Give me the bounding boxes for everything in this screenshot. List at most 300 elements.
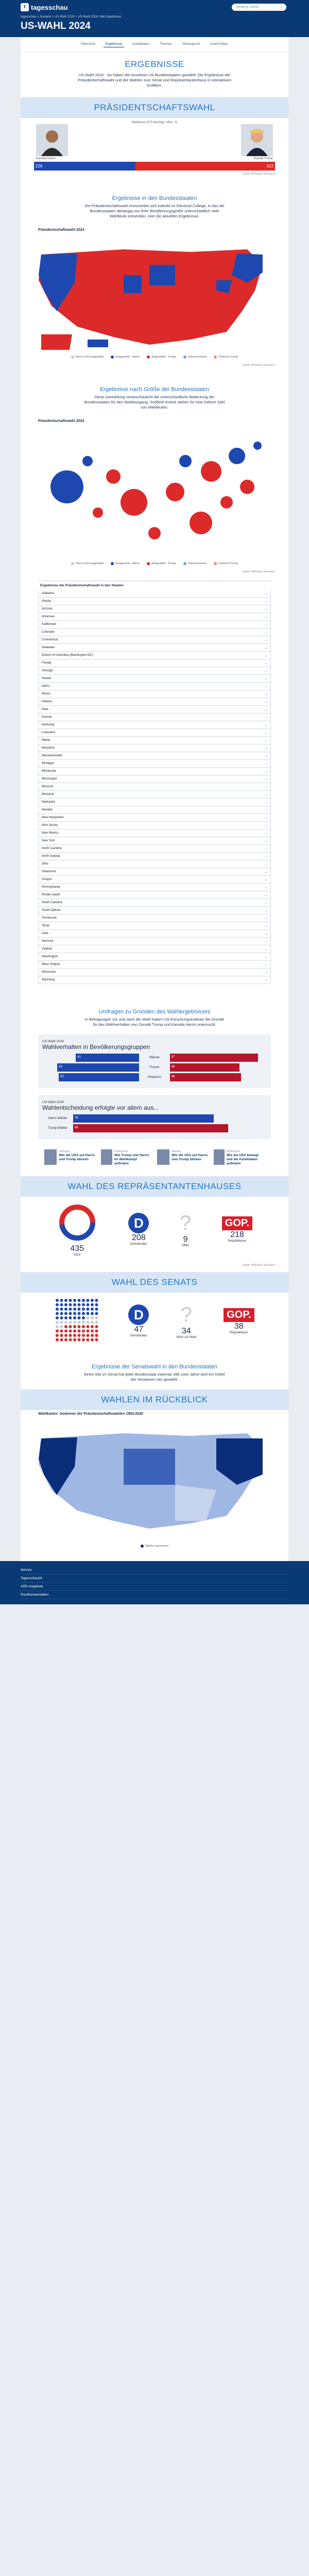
logo[interactable] [21,3,68,11]
legend-label: Ausgezählt - Trump [151,355,176,359]
tab-5[interactable]: Audio/Video [210,42,228,46]
senate-seat [87,1312,90,1315]
state-name: Oregon [42,878,53,881]
chevron-down-icon: ⌄ [264,878,267,882]
state-row[interactable] [38,760,271,768]
senate-seat [95,1334,98,1337]
state-row[interactable] [38,868,271,876]
house-total [57,1202,98,1257]
dem-ev-bar: 226 [34,162,135,171]
state-row[interactable] [38,768,271,775]
pres-card [21,118,288,1176]
state-name: Maine [42,739,50,742]
chevron-down-icon: ⌄ [264,893,267,897]
trump-bar [170,1063,239,1072]
chevron-down-icon: ⌄ [264,940,267,943]
state-row[interactable] [38,621,271,629]
state-row[interactable] [38,922,271,930]
teaser-text [114,1149,152,1166]
chevron-down-icon: ⌄ [264,832,267,835]
teaser-title: Wie die USA auf Harris und Trump blicken [59,1154,95,1161]
senate-seat [95,1325,98,1328]
senate-seat [73,1325,76,1328]
state-row[interactable] [38,721,271,729]
state-name: New Jersey [42,824,58,827]
state-row[interactable] [38,953,271,961]
chevron-down-icon: ⌄ [264,677,267,681]
senate-seat [95,1308,98,1311]
house-rep-number: 218 [230,1230,244,1239]
tab-1[interactable]: Ergebnisse [104,41,125,47]
chevron-down-icon: ⌄ [264,978,267,982]
map-link[interactable]: Ergebnisse in den Bundesstaaten [112,195,197,201]
map-chart-label: Präsidentschaftswahl 2024 [38,228,84,232]
chevron-down-icon: ⌄ [264,870,267,874]
senate-rep-number: 38 [234,1321,244,1331]
teaser-image [214,1149,225,1165]
state-row[interactable] [38,744,271,752]
state-row[interactable] [38,891,271,899]
state-row[interactable] [38,976,271,984]
senate-seat [95,1299,98,1302]
legend-item [147,562,176,565]
harris-bar [59,1073,139,1081]
chevron-down-icon: ⌄ [264,847,267,851]
group-label: Männer [149,1056,160,1059]
senate-seat [56,1334,59,1337]
state-name: Rhode Island [42,893,60,896]
senate-seat [87,1308,90,1311]
senate-seat [78,1312,81,1315]
candidates [21,124,288,160]
senate-seat [60,1330,63,1333]
pres-subtitle: Wahlleute (270 benötigt, offen: 0) [131,121,178,124]
tab-0[interactable]: Übersicht [81,42,95,46]
senate-seat [69,1330,72,1333]
state-row[interactable] [38,907,271,914]
state-row[interactable] [38,860,271,868]
state-row[interactable] [38,884,271,891]
tab-3[interactable]: Themen [160,42,172,46]
state-row[interactable] [38,590,271,598]
state-row[interactable] [38,799,271,806]
tab-bar [21,37,288,52]
history-title: WAHLEN IM RÜCKBLICK [21,1389,288,1410]
harris-bar [76,1054,139,1062]
state-name: Alabama [42,592,54,595]
teaser-card[interactable] [157,1149,209,1166]
house-donut [57,1202,98,1243]
senate-seat [69,1334,72,1337]
state-row[interactable] [38,969,271,976]
state-row[interactable] [38,853,271,860]
senate-seat [95,1312,98,1315]
legend-swatch [214,562,217,565]
senate-open-number: 34 [181,1326,191,1335]
senate-card [21,1293,288,1389]
harris-value: 41 [77,1056,81,1059]
state-name: Vermont [42,940,54,943]
hero [0,21,309,37]
state-row[interactable] [38,629,271,636]
footer-link[interactable]: Service [21,1566,288,1574]
group-label: Frauen [149,1066,160,1069]
state-name: Massachusetts [42,754,63,757]
state-name: Florida [42,662,52,665]
state-row[interactable] [38,930,271,938]
chevron-down-icon: ⌄ [264,731,267,735]
state-name: Maryland [42,747,55,750]
candidate-harris [36,124,68,160]
teaser-kicker: Hintergrund [114,1150,128,1153]
chevron-down-icon: ⌄ [264,770,267,773]
state-name: Minnesota [42,770,56,773]
legend-item [214,562,238,565]
state-row[interactable] [38,690,271,698]
senate-seat [87,1316,90,1319]
chevron-down-icon: ⌄ [264,716,267,719]
state-row[interactable] [38,752,271,760]
state-row[interactable] [38,961,271,969]
group-label: Trump-Wähler [47,1127,68,1130]
teaser-kicker: Umfragen [59,1150,71,1153]
state-name: Montana [42,793,54,796]
state-name: South Dakota [42,909,61,912]
chevron-down-icon: ⌄ [264,947,267,951]
teaser-card[interactable] [214,1149,265,1166]
survey2-value: 78 [75,1116,78,1120]
state-name: Virginia [42,947,52,951]
bubble-source: Quelle: AP/Edison Research [242,570,275,573]
state-name: Arkansas [42,615,55,618]
senate-seat [69,1325,72,1328]
legend-item [147,355,176,359]
legend-swatch [183,562,186,565]
state-row[interactable] [38,845,271,853]
trump-name: Donald Trump [253,157,273,160]
survey-row [42,1054,267,1062]
state-name: New Hampshire [42,816,64,819]
senate-seat [95,1338,98,1342]
survey-row [42,1073,267,1081]
survey2-value: 86 [75,1126,78,1129]
gop-logo-icon: GOP. [224,1308,254,1322]
state-row[interactable] [38,822,271,829]
history-chart-label: Wahlkarten: Gewinner der Präsidentschaftswahlen 1992-2020 [38,1412,143,1416]
harris-bar [57,1063,139,1072]
house-title: WAHL DES REPRÄSENTANTENHAUSES [21,1176,288,1197]
legend-label: Führend Trump [218,562,238,565]
state-row[interactable] [38,899,271,907]
senate-seat [82,1338,85,1342]
state-row[interactable] [38,914,271,922]
bubbles [50,442,262,539]
legend-swatch [214,355,217,359]
footer-link[interactable]: Rundfunkanstalten [21,1591,288,1599]
bubble-legend [21,559,288,568]
chevron-down-icon: ⌄ [264,793,267,796]
logo-icon: t [21,3,29,11]
state-name: Utah [42,932,48,935]
house-card [21,1197,288,1272]
chevron-down-icon: ⌄ [264,762,267,766]
teaser-card[interactable] [101,1149,152,1166]
bubble-map[interactable] [21,425,288,559]
senate-seat [69,1299,72,1302]
senate-seat [87,1299,90,1302]
senate-seat [82,1321,85,1324]
senate-seat [60,1321,63,1324]
state-row[interactable] [38,613,271,621]
chevron-down-icon: ⌄ [264,615,267,619]
senate-seat [87,1321,90,1324]
states-table [38,581,271,984]
teaser-card[interactable] [44,1149,96,1166]
senate-seat [95,1330,98,1333]
chevron-down-icon: ⌄ [264,932,267,936]
senate-seat [56,1338,59,1342]
state-row[interactable] [38,636,271,644]
teaser-image [101,1149,113,1165]
senate-seat [69,1316,72,1319]
senate-seat [78,1316,81,1319]
state-name: Idaho [42,685,50,688]
senate-seat [78,1338,81,1342]
group-label: Harris-Wähler [48,1117,67,1120]
tab-4[interactable]: Hintergrund [182,42,200,46]
legend-item [71,562,104,565]
teaser-row [21,1139,288,1176]
senate-seat [78,1334,81,1337]
legend-item [183,562,207,565]
state-row[interactable] [38,598,271,605]
senate-seat [64,1316,67,1319]
map-source: Quelle: AP/Edison Research [242,364,275,367]
state-name: District of Columbia (Washington DC) [42,654,93,657]
senate-seat [87,1338,90,1342]
senate-seat [78,1303,81,1307]
rep-ev-bar: 312 [135,162,275,171]
state-name: Alaska [42,600,52,603]
state-name: Texas [42,924,50,927]
survey2-bar [73,1124,228,1132]
chevron-down-icon: ⌄ [264,747,267,750]
search-icon: ⌕ [280,6,282,9]
survey2-row [42,1114,267,1123]
footer-link[interactable]: ARD-Angebote [21,1583,288,1591]
senate-seat [60,1316,63,1319]
senate-seat [95,1303,98,1307]
chevron-down-icon: ⌄ [264,723,267,727]
senate-seat [64,1308,67,1311]
senate-seat [78,1325,81,1328]
senate-seat [64,1334,67,1337]
senate-seat [82,1325,85,1328]
state-row[interactable] [38,667,271,675]
senate-seat [73,1312,76,1315]
senate-seat [73,1303,76,1307]
house-rep-label: Republikaner [228,1239,247,1243]
trump-portrait [241,124,273,156]
senate-seat [82,1308,85,1311]
history-card [21,1410,288,1561]
senate-seat [91,1316,94,1319]
legend-label: Ausgezählt - Trump [151,562,176,565]
history-map[interactable] [21,1418,288,1541]
legend-swatch [147,355,150,359]
trump-bar [170,1073,241,1081]
senate-seat [64,1321,67,1324]
state-row[interactable] [38,829,271,837]
state-row[interactable] [38,714,271,721]
state-row[interactable] [38,706,271,714]
state-row[interactable] [38,644,271,652]
group-label: Hispanics [147,1076,161,1079]
source-note: Quelle: AP/Edison Research [242,173,275,176]
bubble-link[interactable]: Ergebnisse nach Größe der Bundesstaaten [100,386,209,393]
senate-seat [60,1338,63,1342]
survey2-bar [73,1114,214,1123]
legend-label: Führend Trump [218,355,238,359]
survey-paragraph: In Befragungen vor und nach der Wahl haben US-Forschungsinstitute die Gründe für das Wahlverhalten von Donald Trump und Kamala Harris untersucht. [84,1017,225,1027]
state-name: Delaware [42,646,55,649]
state-row[interactable] [38,683,271,690]
state-row[interactable] [38,814,271,822]
senate-seat [69,1312,72,1315]
state-row[interactable] [38,806,271,814]
state-row[interactable] [38,945,271,953]
chevron-down-icon: ⌄ [264,971,267,974]
state-row[interactable] [38,938,271,945]
house-source: Quelle: AP/Edison Research [242,1264,275,1267]
electoral-bar [34,162,275,171]
chevron-down-icon: ⌄ [264,708,267,711]
chevron-down-icon: ⌄ [264,662,267,665]
survey-chart-2 [38,1095,271,1139]
senate-link[interactable]: Ergebnisse der Senatswahl in den Bundesstaaten [92,1364,217,1370]
state-name: Nebraska [42,801,55,804]
legend-label: Führend Harris [187,562,207,565]
teaser-title: Wie die USA auf Harris und Trump blicken [171,1154,208,1161]
legend-swatch [71,562,74,565]
teaser-title: Wie die USA bewegt und die Kandidaten auftraten [226,1154,259,1165]
tab-2[interactable]: Kandidaten [132,42,150,46]
state-name: Washington [42,955,58,958]
chevron-down-icon: ⌄ [264,685,267,688]
state-row[interactable] [38,783,271,791]
history-legend [21,1541,288,1551]
survey-link[interactable]: Umfragen zu Gründen des Wahlergebnisses [98,1009,211,1015]
search-input[interactable] [232,4,286,11]
footer-link[interactable]: Tagesschau24 [21,1574,288,1583]
harris-value: 52 [60,1075,64,1078]
state-row[interactable] [38,605,271,613]
intro-text: US-Wahl 2024 - So haben die einzelnen US-Bundesstaaten gewählt: Die Ergebnisse der Präsidentschaftswahl und der Wahlen zum Senat und Repräsentantenhaus in interaktiven Grafiken. [77,73,232,88]
senate-seat [69,1321,72,1324]
senate-seat [69,1303,72,1307]
legend-label: Ausgezählt - Harris [115,355,140,359]
chevron-down-icon: ⌄ [264,839,267,843]
us-map[interactable] [21,234,288,352]
senate-seat [87,1334,90,1337]
legend-label: Noch nicht ausgezählt [76,562,104,565]
trump-bar [170,1054,258,1062]
state-name: Georgia [42,669,53,672]
senate-seat [91,1299,94,1302]
state-name: North Carolina [42,847,62,850]
map-paragraph: Die Präsidentschaftswahl entscheidet sich indirekt im Electoral College, in das die Bundesstaaten abhängig von ihrer Bevölkerungsgröße unterschiedlich viele Wahlleute entsenden. Hier die aktuellen Ergebnisse. [84,204,225,218]
state-row[interactable] [38,659,271,667]
state-row[interactable] [38,729,271,737]
state-row[interactable] [38,675,271,683]
senate-seat [82,1299,85,1302]
breadcrumb[interactable]: tagesschau > Ausland > US-Wahl 2024 > US-Wahl 2024: Alle Ergebnisse [0,14,309,21]
house-rep [222,1216,252,1243]
state-row[interactable] [38,698,271,706]
survey-row [42,1063,267,1072]
state-name: Pennsylvania [42,886,60,889]
senate-seat [91,1325,94,1328]
state-row[interactable] [38,791,271,799]
state-row[interactable] [38,775,271,783]
bubble-chart-label: Präsidentschaftswahl 2024 [38,419,84,423]
state-name: Iowa [42,708,48,711]
states-list [38,590,271,984]
senate-seat [87,1330,90,1333]
senate-title: WAHL DES SENATS [21,1272,288,1293]
senate-seat [60,1325,63,1328]
senate-seat [69,1338,72,1342]
state-row[interactable] [38,876,271,884]
legend-item [183,355,207,359]
chevron-down-icon: ⌄ [264,739,267,742]
state-name: New York [42,839,55,842]
state-row[interactable] [38,837,271,845]
senate-seat [60,1303,63,1307]
senate-seat [60,1299,63,1302]
legend-swatch [183,355,186,359]
candidate-trump [241,124,273,160]
trump-value: 45 [171,1065,175,1069]
legend-item [111,355,140,359]
state-row[interactable] [38,737,271,744]
senate-seat [91,1321,94,1324]
democrat-logo-icon: D [128,1304,149,1325]
state-row[interactable] [38,652,271,659]
state-name: Nevada [42,808,53,811]
teaser-kicker: Analyse [171,1150,181,1153]
senate-seat [78,1299,81,1302]
senate-seat [56,1325,59,1328]
house-open-number: 9 [183,1234,188,1244]
senate-seat [91,1312,94,1315]
democrat-logo-icon: D [128,1213,149,1233]
state-name: Tennessee [42,917,57,920]
trump-value: 46 [171,1075,175,1078]
senate-seat [64,1312,67,1315]
senate-seat [56,1299,59,1302]
state-name: Missouri [42,785,54,788]
legend-label: Ausgezählt - Harris [115,562,140,565]
chevron-down-icon: ⌄ [264,816,267,820]
map-legend [21,352,288,362]
senate-seat [56,1312,59,1315]
senate-seat [73,1308,76,1311]
house-open-label: Offen [181,1244,190,1247]
teaser-image [44,1149,57,1165]
legend-swatch [71,355,74,359]
senate-seat [95,1316,98,1319]
